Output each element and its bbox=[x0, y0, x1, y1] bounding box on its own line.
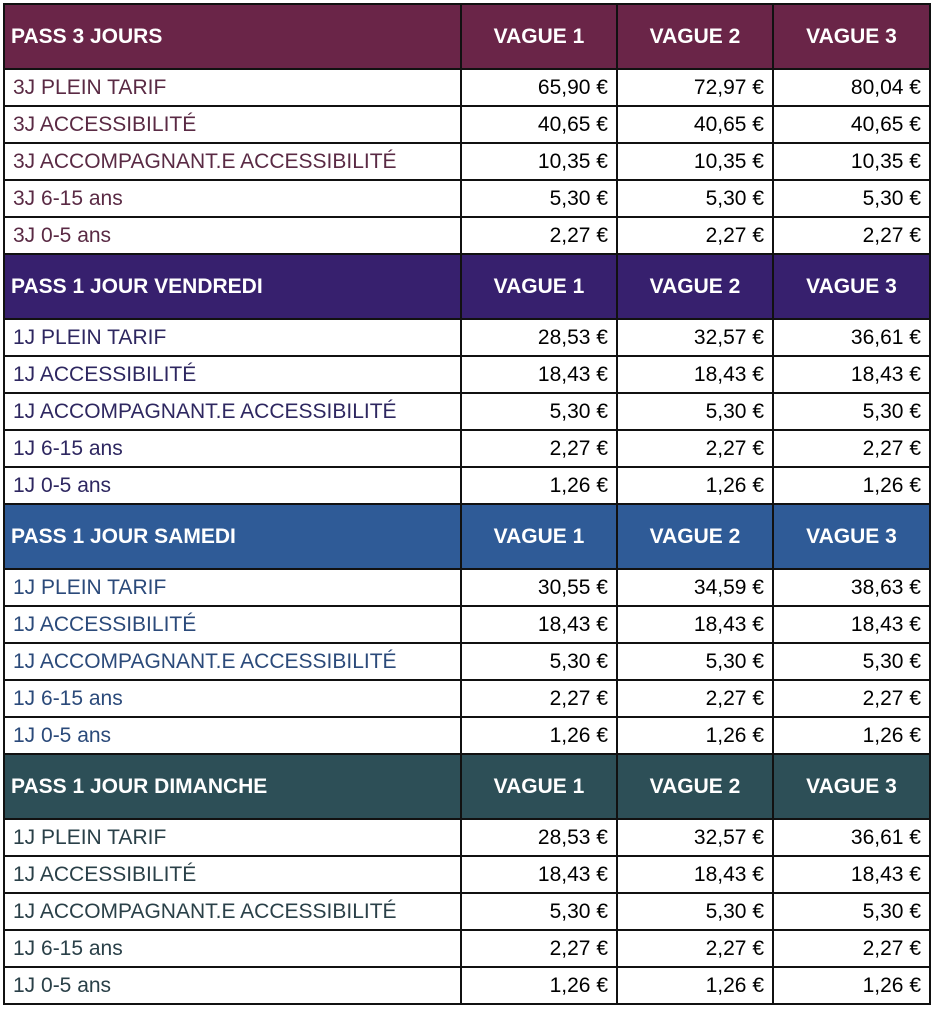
ticket-label: 1J 6-15 ans bbox=[4, 430, 461, 467]
price-wave-2: 1,26 € bbox=[617, 967, 773, 1004]
price-wave-1: 2,27 € bbox=[461, 217, 617, 254]
price-wave-3: 2,27 € bbox=[773, 217, 930, 254]
price-wave-1: 5,30 € bbox=[461, 180, 617, 217]
wave-header-3: VAGUE 3 bbox=[773, 254, 930, 319]
price-wave-2: 2,27 € bbox=[617, 430, 773, 467]
price-row bbox=[4, 893, 930, 930]
ticket-label: 3J 6-15 ans bbox=[4, 180, 461, 217]
price-wave-2: 2,27 € bbox=[617, 930, 773, 967]
price-wave-3: 1,26 € bbox=[773, 967, 930, 1004]
price-wave-2: 18,43 € bbox=[617, 856, 773, 893]
price-wave-2: 10,35 € bbox=[617, 143, 773, 180]
price-wave-2: 5,30 € bbox=[617, 180, 773, 217]
price-wave-1: 1,26 € bbox=[461, 467, 617, 504]
pass-section bbox=[4, 504, 930, 754]
price-wave-1: 10,35 € bbox=[461, 143, 617, 180]
wave-header-1: VAGUE 1 bbox=[461, 4, 617, 69]
price-wave-2: 34,59 € bbox=[617, 569, 773, 606]
section-title: PASS 1 JOUR VENDREDI bbox=[4, 254, 461, 319]
ticket-label: 1J PLEIN TARIF bbox=[4, 819, 461, 856]
price-row bbox=[4, 680, 930, 717]
wave-header-2: VAGUE 2 bbox=[617, 4, 773, 69]
ticket-label: 1J ACCOMPAGNANT.E ACCESSIBILITÉ bbox=[4, 393, 461, 430]
price-wave-1: 5,30 € bbox=[461, 893, 617, 930]
ticket-label: 1J ACCOMPAGNANT.E ACCESSIBILITÉ bbox=[4, 893, 461, 930]
wave-header-1: VAGUE 1 bbox=[461, 754, 617, 819]
price-wave-3: 38,63 € bbox=[773, 569, 930, 606]
wave-header-1: VAGUE 1 bbox=[461, 254, 617, 319]
price-wave-3: 10,35 € bbox=[773, 143, 930, 180]
ticket-label: 1J 0-5 ans bbox=[4, 717, 461, 754]
price-wave-1: 28,53 € bbox=[461, 819, 617, 856]
price-wave-3: 18,43 € bbox=[773, 856, 930, 893]
wave-header-2: VAGUE 2 bbox=[617, 254, 773, 319]
ticket-label: 1J ACCESSIBILITÉ bbox=[4, 356, 461, 393]
price-wave-1: 40,65 € bbox=[461, 106, 617, 143]
section-title: PASS 3 JOURS bbox=[4, 4, 461, 69]
section-header-row bbox=[4, 504, 930, 569]
pass-section bbox=[4, 254, 930, 504]
price-row bbox=[4, 819, 930, 856]
price-wave-1: 65,90 € bbox=[461, 69, 617, 106]
ticket-label: 1J 6-15 ans bbox=[4, 930, 461, 967]
section-title: PASS 1 JOUR DIMANCHE bbox=[4, 754, 461, 819]
price-wave-3: 2,27 € bbox=[773, 680, 930, 717]
price-wave-1: 18,43 € bbox=[461, 356, 617, 393]
ticket-label: 1J PLEIN TARIF bbox=[4, 569, 461, 606]
price-wave-1: 5,30 € bbox=[461, 643, 617, 680]
price-row bbox=[4, 569, 930, 606]
price-row bbox=[4, 856, 930, 893]
price-row bbox=[4, 643, 930, 680]
price-row bbox=[4, 467, 930, 504]
price-wave-2: 5,30 € bbox=[617, 393, 773, 430]
price-wave-1: 30,55 € bbox=[461, 569, 617, 606]
price-wave-2: 5,30 € bbox=[617, 893, 773, 930]
price-wave-2: 32,57 € bbox=[617, 319, 773, 356]
price-wave-3: 18,43 € bbox=[773, 606, 930, 643]
price-wave-2: 1,26 € bbox=[617, 717, 773, 754]
ticket-label: 1J PLEIN TARIF bbox=[4, 319, 461, 356]
ticket-label: 1J 6-15 ans bbox=[4, 680, 461, 717]
price-wave-1: 2,27 € bbox=[461, 430, 617, 467]
price-wave-3: 5,30 € bbox=[773, 393, 930, 430]
price-wave-3: 18,43 € bbox=[773, 356, 930, 393]
price-row bbox=[4, 180, 930, 217]
price-wave-1: 18,43 € bbox=[461, 606, 617, 643]
price-wave-2: 2,27 € bbox=[617, 217, 773, 254]
price-row bbox=[4, 717, 930, 754]
ticket-label: 3J 0-5 ans bbox=[4, 217, 461, 254]
section-header-row bbox=[4, 4, 930, 69]
price-wave-3: 36,61 € bbox=[773, 819, 930, 856]
price-row bbox=[4, 606, 930, 643]
ticket-label: 1J 0-5 ans bbox=[4, 967, 461, 1004]
price-wave-3: 1,26 € bbox=[773, 467, 930, 504]
ticket-label: 3J ACCOMPAGNANT.E ACCESSIBILITÉ bbox=[4, 143, 461, 180]
price-wave-2: 72,97 € bbox=[617, 69, 773, 106]
ticket-label: 1J ACCESSIBILITÉ bbox=[4, 856, 461, 893]
price-wave-2: 40,65 € bbox=[617, 106, 773, 143]
price-row bbox=[4, 106, 930, 143]
price-wave-3: 2,27 € bbox=[773, 930, 930, 967]
price-wave-3: 5,30 € bbox=[773, 893, 930, 930]
price-wave-1: 18,43 € bbox=[461, 856, 617, 893]
price-wave-3: 1,26 € bbox=[773, 717, 930, 754]
wave-header-1: VAGUE 1 bbox=[461, 504, 617, 569]
price-wave-1: 1,26 € bbox=[461, 717, 617, 754]
ticket-label: 3J PLEIN TARIF bbox=[4, 69, 461, 106]
price-row bbox=[4, 319, 930, 356]
price-wave-1: 5,30 € bbox=[461, 393, 617, 430]
wave-header-3: VAGUE 3 bbox=[773, 754, 930, 819]
pass-section bbox=[4, 4, 930, 254]
ticket-label: 3J ACCESSIBILITÉ bbox=[4, 106, 461, 143]
ticket-label: 1J ACCESSIBILITÉ bbox=[4, 606, 461, 643]
price-row bbox=[4, 143, 930, 180]
pricing-table bbox=[3, 3, 931, 1005]
price-wave-2: 1,26 € bbox=[617, 467, 773, 504]
price-row bbox=[4, 930, 930, 967]
section-header-row bbox=[4, 254, 930, 319]
wave-header-2: VAGUE 2 bbox=[617, 504, 773, 569]
price-wave-3: 80,04 € bbox=[773, 69, 930, 106]
price-row bbox=[4, 393, 930, 430]
wave-header-3: VAGUE 3 bbox=[773, 4, 930, 69]
price-wave-1: 28,53 € bbox=[461, 319, 617, 356]
price-row bbox=[4, 217, 930, 254]
price-wave-2: 18,43 € bbox=[617, 356, 773, 393]
price-wave-1: 2,27 € bbox=[461, 680, 617, 717]
price-row bbox=[4, 356, 930, 393]
price-row bbox=[4, 967, 930, 1004]
price-wave-2: 32,57 € bbox=[617, 819, 773, 856]
price-wave-2: 2,27 € bbox=[617, 680, 773, 717]
price-wave-2: 18,43 € bbox=[617, 606, 773, 643]
price-row bbox=[4, 69, 930, 106]
price-row bbox=[4, 430, 930, 467]
wave-header-2: VAGUE 2 bbox=[617, 754, 773, 819]
price-wave-1: 2,27 € bbox=[461, 930, 617, 967]
ticket-label: 1J 0-5 ans bbox=[4, 467, 461, 504]
section-title: PASS 1 JOUR SAMEDI bbox=[4, 504, 461, 569]
price-wave-3: 5,30 € bbox=[773, 180, 930, 217]
pass-section bbox=[4, 754, 930, 1004]
section-header-row bbox=[4, 754, 930, 819]
price-wave-1: 1,26 € bbox=[461, 967, 617, 1004]
wave-header-3: VAGUE 3 bbox=[773, 504, 930, 569]
ticket-label: 1J ACCOMPAGNANT.E ACCESSIBILITÉ bbox=[4, 643, 461, 680]
price-wave-3: 5,30 € bbox=[773, 643, 930, 680]
price-wave-3: 36,61 € bbox=[773, 319, 930, 356]
price-wave-2: 5,30 € bbox=[617, 643, 773, 680]
price-wave-3: 40,65 € bbox=[773, 106, 930, 143]
price-wave-3: 2,27 € bbox=[773, 430, 930, 467]
